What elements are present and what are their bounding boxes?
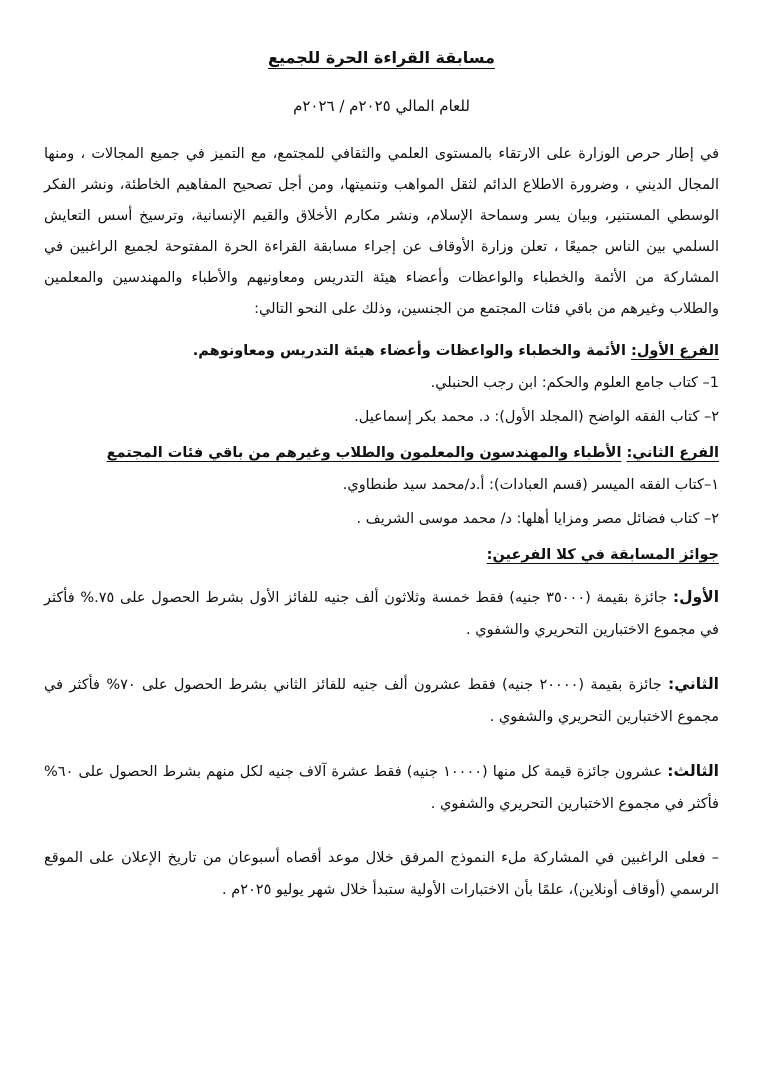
intro-paragraph: في إطار حرص الوزارة على الارتقاء بالمستوى العلمي والثقافي للمجتمع، مع التميز في جميع المجالات ، ومنها المجال الديني ، وضرورة الاطلاع الدائم لثقل المواهب وتنميتها، ومن أجل تصحيح المفاهيم الخاطئة، ونشر الفكر الوسطي المستنير، وبيان يسر وسماحة الإسلام، ونشر مكارم الأخلاق والقيم الإنسانية، وترسيخ أسس التعايش السلمي بين الناس جميعًا ، تعلن وزارة الأوقاف عن إجراء مسابقة القراءة الحرة المفتوحة لجميع الراغبين في المشاركة من الأئمة والخطباء والواعظات وأعضاء هيئة التدريس ومعاونيهم والأطباء والمهندسين والمعلمين والطلاب وغيرهم من باقي فئات المجتمع من الجنسين، وذلك على النحو التالي: xyxy=(44,146,719,317)
branch-1-book-2: ٢– كتاب الفقه الواضح (المجلد الأول): د. محمد بكر إسماعيل. xyxy=(354,409,719,425)
branch-1-label: الفرع الأول: xyxy=(631,343,719,359)
branch-1-heading xyxy=(44,337,719,365)
branch-2-label: الفرع الثاني: xyxy=(626,445,719,461)
prize-second xyxy=(44,668,719,733)
prize-second-label: الثاني: xyxy=(668,675,719,693)
branch-1-book-1: 1– كتاب جامع العلوم والحكم: ابن رجب الحنبلي. xyxy=(430,375,719,391)
branch-2-book-1: ١–كتاب الفقه الميسر (قسم العبادات): أ.د/محمد سيد طنطاوي. xyxy=(342,477,719,493)
prize-third xyxy=(44,755,719,820)
prizes-heading: جوائز المسابقة في كلا الفرعين: xyxy=(486,547,719,563)
document-subtitle: للعام المالي ٢٠٢٥م / ٢٠٢٦م xyxy=(293,97,470,115)
prize-first-text: جائزة بقيمة (٣٥٠٠٠ جنيه) فقط خمسة وثلاثون ألف جنيه للفائز الأول بشرط الحصول على ٧٥.% فأكثر في مجموع الاختبارين التحريري والشفوي . xyxy=(44,590,719,638)
branch-1-text: الأئمة والخطباء والواعظات وأعضاء هيئة التدريس ومعاونوهم. xyxy=(192,343,626,359)
prize-second-text: جائزة بقيمة (٢٠٠٠٠ جنيه) فقط عشرون ألف جنيه للفائز الثاني بشرط الحصول على ٧٠% فأكثر في مجموع الاختبارين التحريري والشفوي . xyxy=(44,677,719,725)
prize-third-text: عشرون جائزة قيمة كل منها (١٠٠٠٠ جنيه) فقط عشرة آلاف جنيه لكل منهم بشرط الحصول على ٦٠% فأكثر في مجموع الاختبارين التحريري والشفوي . xyxy=(44,764,719,812)
branch-2-book-2: ٢– كتاب فضائل مصر ومزايا أهلها: د/ محمد موسى الشريف . xyxy=(356,511,719,527)
closing-paragraph: – فعلى الراغبين في المشاركة ملء النموذج المرفق خلال موعد أقصاه أسبوعان من تاريخ الإعلان على الموقع الرسمي (أوقاف أونلاين)، علمًا بأن الاختبارات الأولية ستبدأ خلال شهر يوليو ٢٠٢٥م . xyxy=(44,850,719,898)
prize-third-label: الثالث: xyxy=(667,762,719,780)
branch-2-text: الأطباء والمهندسون والمعلمون والطلاب وغيرهم من باقي فئات المجتمع xyxy=(106,445,622,461)
prize-first-label: الأول: xyxy=(672,588,720,606)
branch-2-heading xyxy=(44,439,719,467)
prize-first xyxy=(44,581,719,646)
document-title: مسابقة القراءة الحرة للجميع xyxy=(268,48,495,67)
